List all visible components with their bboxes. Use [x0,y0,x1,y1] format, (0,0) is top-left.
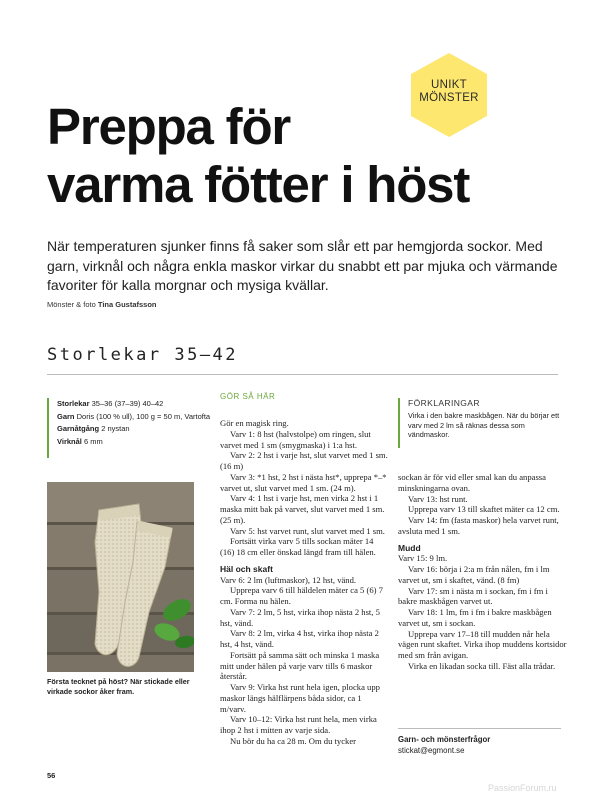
instruction-paragraph: Varv 5: hst varvet runt, slut varvet med 1 sm. [230,525,385,536]
instructions-column-2 [398,472,568,672]
photo-caption: Första tecknet på höst? När stickade eller virkade sockor åker fram. [47,677,190,696]
instruction-paragraph: Varv 8: 2 lm, virka 4 hst, virka ihop nästa 2 hst, 4 hst, vänd. [220,628,379,649]
badge-line-2: MÖNSTER [419,92,479,104]
glossary-title: FÖRKLARINGAR [408,398,480,408]
instruction-paragraph: Varv 15: 9 lm. [398,553,448,564]
divider [47,374,558,375]
watermark: PassionForum.ru [488,783,557,793]
instruction-paragraph: Upprepa varv 17–18 till mudden når hela vägen runt skaftet. Virka ihop muddens kortsidor med sm från avigan. [398,628,567,660]
title-line-1: Preppa för [47,98,291,155]
subheading: Mudd [398,542,421,553]
spec-hook: Virknål 6 mm [57,436,103,446]
size-heading: Storlekar 35–42 [47,345,239,365]
instruction-paragraph: Varv 17: sm i nästa m i sockan, fm i fm i bakre maskbågen varvet ut. [398,585,548,607]
instruction-paragraph: Varv 7: 2 lm, 5 hst, virka ihop nästa 2 hst, 5 hst, vänd. [220,606,380,628]
instruction-paragraph: Varv 2: 2 hst i varje hst, slut varvet med 1 sm. (16 m) [220,450,388,471]
glossary-box [398,398,566,448]
glossary-text: Virka i den bakre maskbågen. När du börjar ett varv med 2 lm så räknas dessa som vändmaskor. [408,411,560,439]
section-heading: GÖR SÅ HÄR [220,392,276,401]
instruction-paragraph: Varv 16: börja i 2:a m från nålen, fm i lm varvet ut, sm i skaftet, vänd. (8 fm) [398,564,550,585]
instruction-paragraph: Varv 9: Virka hst runt hela igen, plocka upp maskor längs hälflärpens båda sidor, ca 1 m/varv. [220,682,380,714]
spec-yarn-amount: Garnåtgång 2 nystan [57,424,130,433]
instruction-paragraph: Varv 6: 2 lm (luftmaskor), 12 hst, vänd. [220,574,357,585]
instruction-paragraph: Fortsätt virka varv 5 tills sockan mäter 14 (16) 18 cm eller önskad längd fram till hälen. [220,536,376,557]
spec-yarn: Garn Doris (100 % ull), 100 g = 50 m, Vartofta [57,411,211,421]
instruction-paragraph: Virka en likadan socka till. Fäst alla trådar. [408,660,556,671]
badge-line-1: UNIKT [431,79,467,91]
instruction-paragraph: Varv 10–12: Virka hst runt hela, men virka ihop 2 hst i mitten av varje sida. [220,714,377,735]
instruction-paragraph: Gör en magisk ring. [220,418,289,428]
contact-divider [398,728,561,729]
instruction-paragraph: Varv 18: 1 lm, fm i fm i bakre maskbågen varvet ut, sm i sockan. [398,607,552,628]
instruction-paragraph: Upprepa varv 13 till skaftet mäter ca 12 cm. [408,504,560,515]
spec-box [47,398,211,458]
instruction-paragraph: Varv 3: *1 hst, 2 hst i nästa hst*, upprepa *–* varvet ut, slut varvet med 1 sm. (24 m). [220,471,387,493]
instruction-paragraph: Varv 4: 1 hst i varje hst, men virka 2 hst i 1 maska mitt bak på varvet, slut varvet med 1 sm. (25 m). [220,493,385,525]
instruction-paragraph: Varv 14: fm (fasta maskor) hela varvet runt, avsluta med 1 sm. [398,515,559,536]
instructions-column-1 [220,418,388,747]
page-number: 56 [47,771,56,780]
title-line-2: varma fötter i höst [47,156,470,213]
instruction-paragraph: Varv 1: 8 hst (halvstolpe) om ringen, slut varvet med 1 sm (smygmaska) i 1:a hst. [220,428,371,450]
contact-heading: Garn- och mönsterfrågor [398,735,491,744]
credit-label: Mönster & foto [47,300,96,309]
credit-name: Tina Gustafsson [97,300,157,309]
contact-email: stickat@egmont.se [398,746,465,755]
instruction-paragraph: Upprepa varv 6 till häldelen mäter ca 5 (6) 7 cm. Forma nu hälen. [220,585,383,606]
instruction-paragraph: Fortsätt på samma sätt och minska 1 maska mitt under hälen på varje varv tills 6 maskor återstår. [220,649,380,682]
page-title [47,98,567,214]
instruction-paragraph: sockan är för vid eller smal kan du anpassa minskningarna ovan. [398,472,546,493]
instruction-paragraph: Nu bör du ha ca 28 m. Om du tycker [230,735,357,746]
credit-line [47,300,157,309]
spec-sizes: Storlekar 35–36 (37–39) 40–42 [57,399,164,408]
intro-paragraph: När temperaturen sjunker finns få saker som slår ett par hemgjorda sockor. Med garn, virknål och några enkla maskor virkar du snabbt ett par mjuka och värmande favoriter för kalla morgnar och mysiga kvällar. [47,238,558,293]
socks-photo [47,482,194,672]
instruction-paragraph: Varv 13: hst runt. [408,493,468,504]
subheading: Häl och skaft [220,563,273,574]
